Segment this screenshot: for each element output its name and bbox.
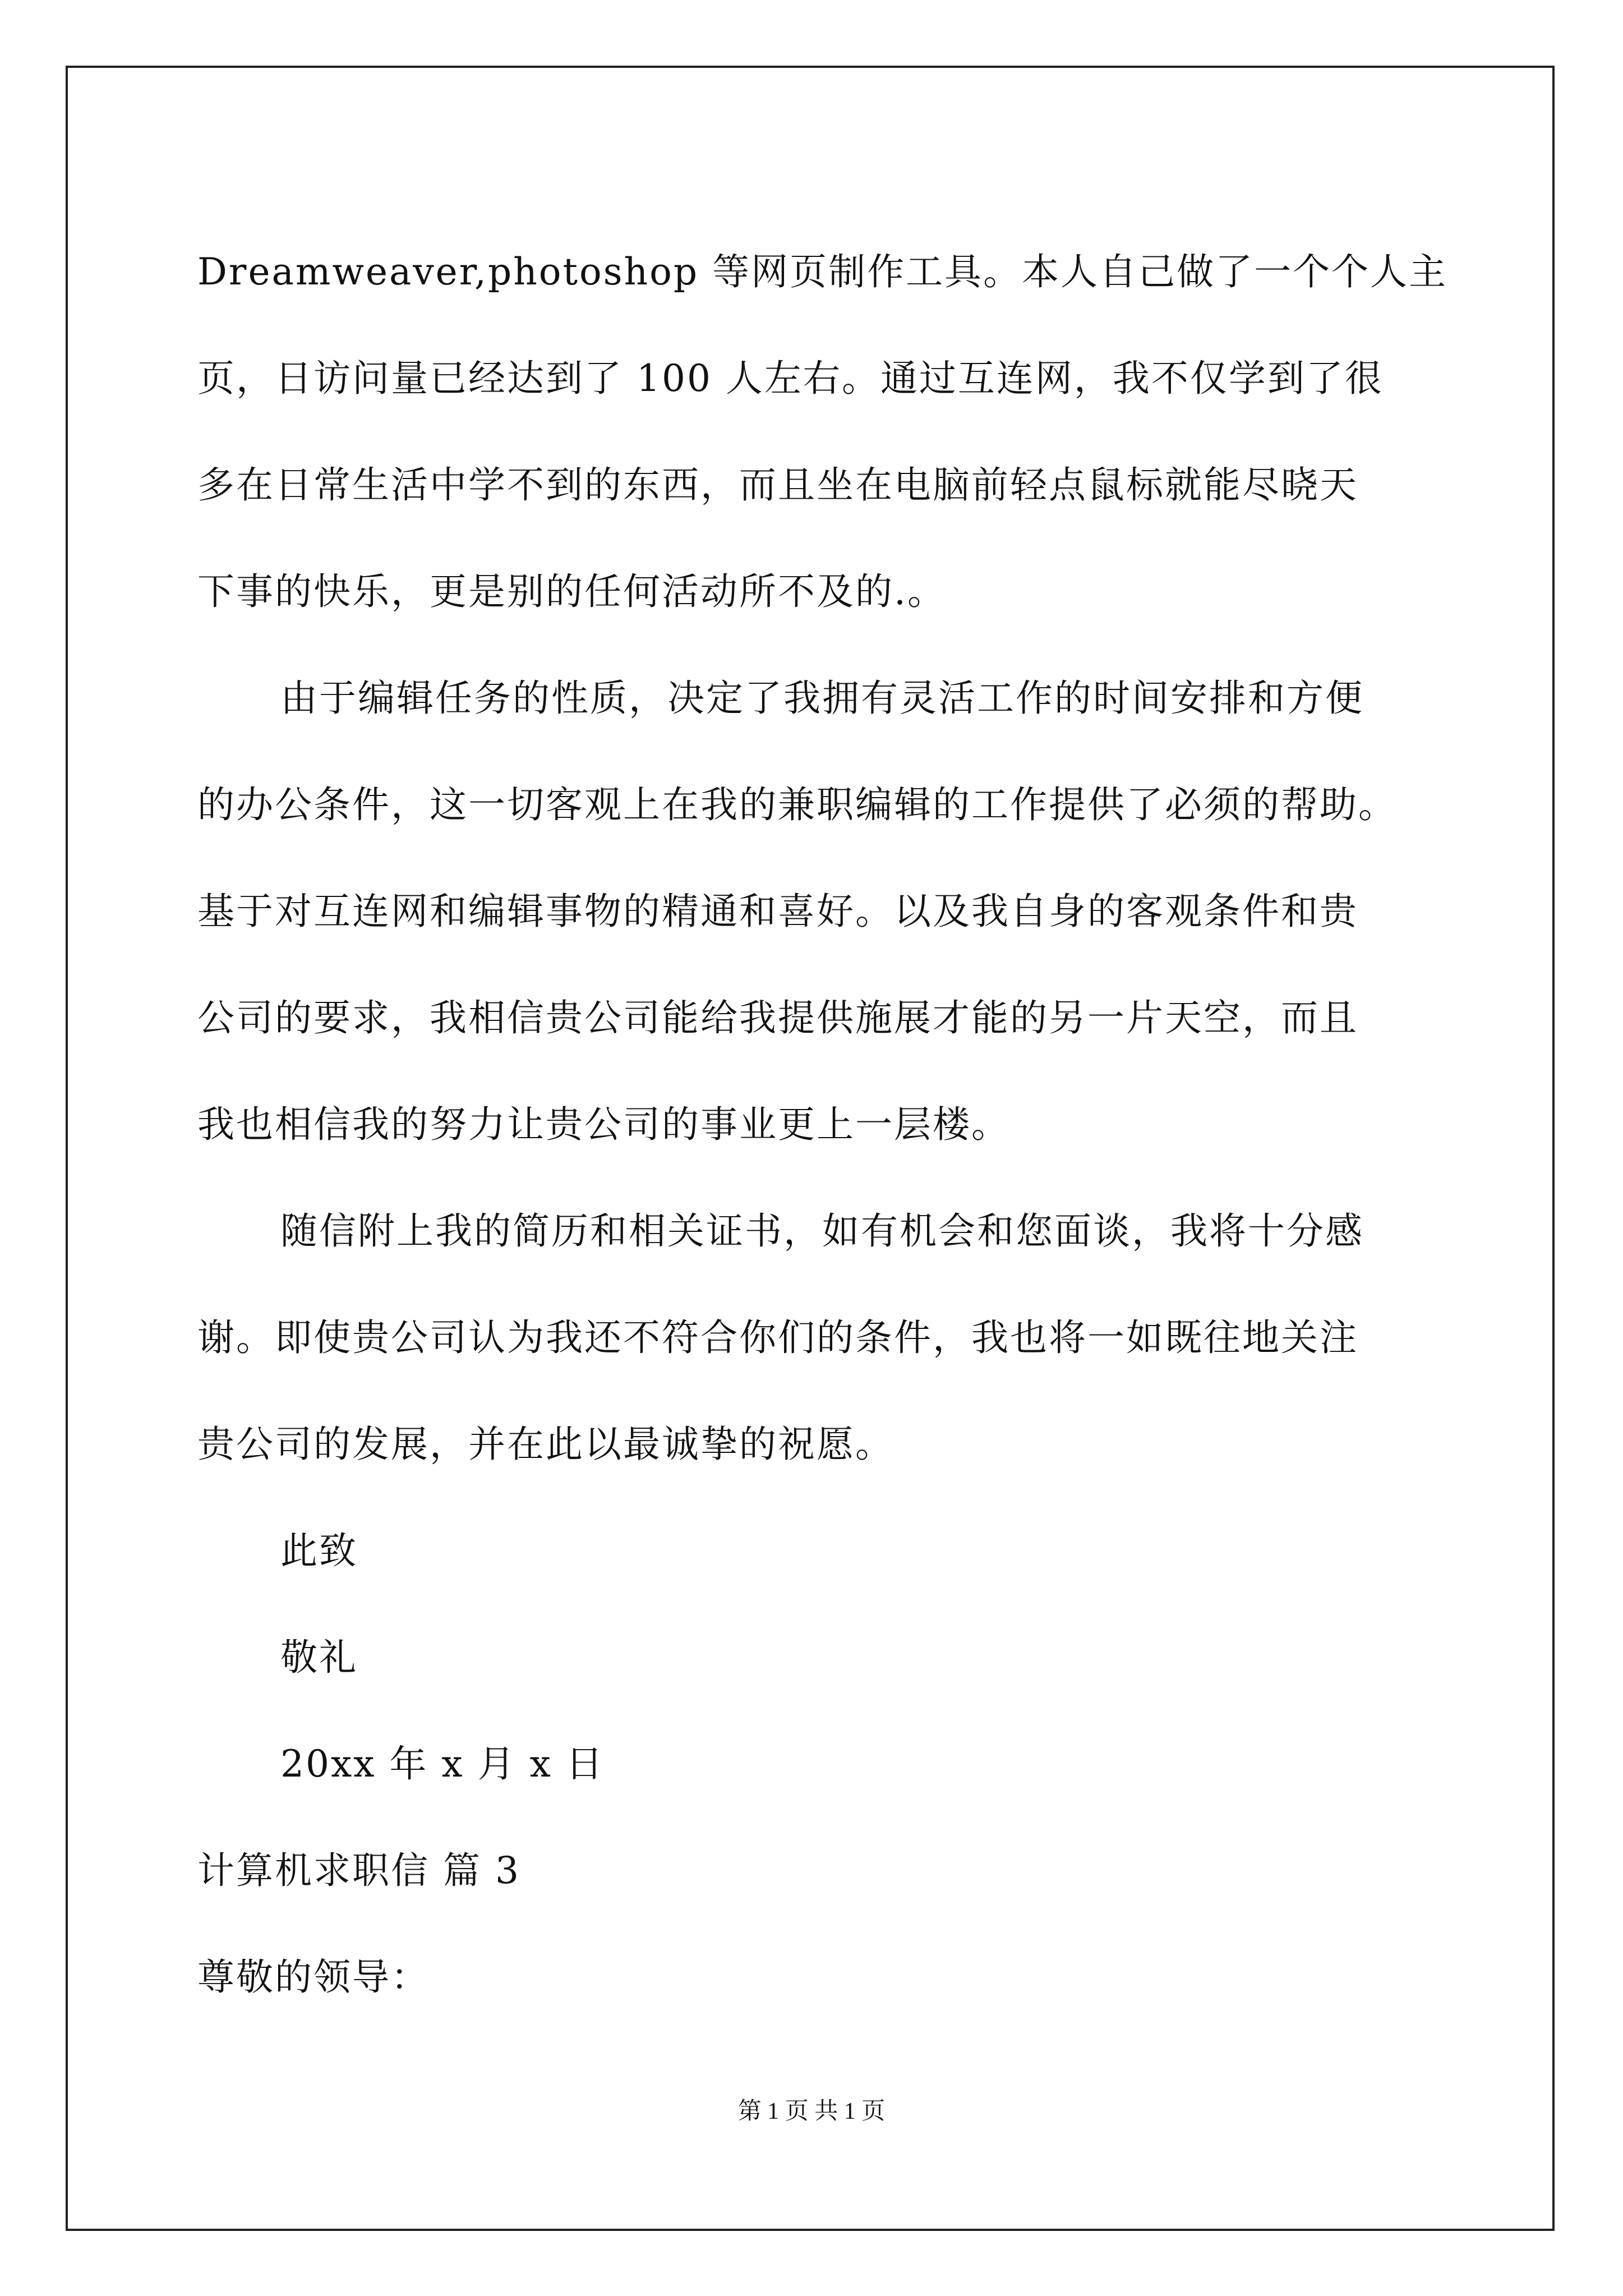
paragraph-line: Dreamweaver,photoshop 等网页制作工具。本人自己做了一个个人主 xyxy=(197,250,1448,293)
paragraph-line: 下事的快乐，更是别的任何活动所不及的.。 xyxy=(197,570,946,613)
paragraph-line: 的办公条件，这一切客观上在我的兼职编辑的工作提供了必须的帮助。 xyxy=(197,783,1397,826)
paragraph-line: 谢。即使贵公司认为我还不符合你们的条件，我也将一如既往地关注 xyxy=(197,1316,1358,1359)
letter-body xyxy=(197,219,1448,2031)
paragraph-line: 随信附上我的简历和相关证书，如有机会和您面谈，我将十分感 xyxy=(280,1209,1364,1253)
greeting: 尊敬的领导： xyxy=(197,1955,430,1999)
section-heading: 计算机求职信 篇 3 xyxy=(197,1849,520,1892)
closing-salutation: 此致 xyxy=(280,1529,358,1572)
paragraph-line: 由于编辑任务的性质，决定了我拥有灵活工作的时间安排和方便 xyxy=(280,677,1364,720)
letter-date: 20xx 年 x 月 x 日 xyxy=(280,1742,605,1786)
paragraph-line: 我也相信我的努力让贵公司的事业更上一层楼。 xyxy=(197,1103,1010,1146)
paragraph-line: 页，日访问量已经达到了 100 人左右。通过互连网，我不仅学到了很 xyxy=(197,357,1384,400)
paragraph-line: 多在日常生活中学不到的东西，而且坐在电脑前轻点鼠标就能尽晓天 xyxy=(197,463,1358,507)
closing-regards: 敬礼 xyxy=(280,1636,358,1679)
page-footer: 第 1 页 共 1 页 xyxy=(737,2099,886,2124)
paragraph-line: 基于对互连网和编辑事物的精通和喜好。以及我自身的客观条件和贵 xyxy=(197,890,1358,933)
paragraph-line: 贵公司的发展，并在此以最诚挚的祝愿。 xyxy=(197,1423,894,1466)
paragraph-line: 公司的要求，我相信贵公司能给我提供施展才能的另一片天空，而且 xyxy=(197,996,1358,1039)
